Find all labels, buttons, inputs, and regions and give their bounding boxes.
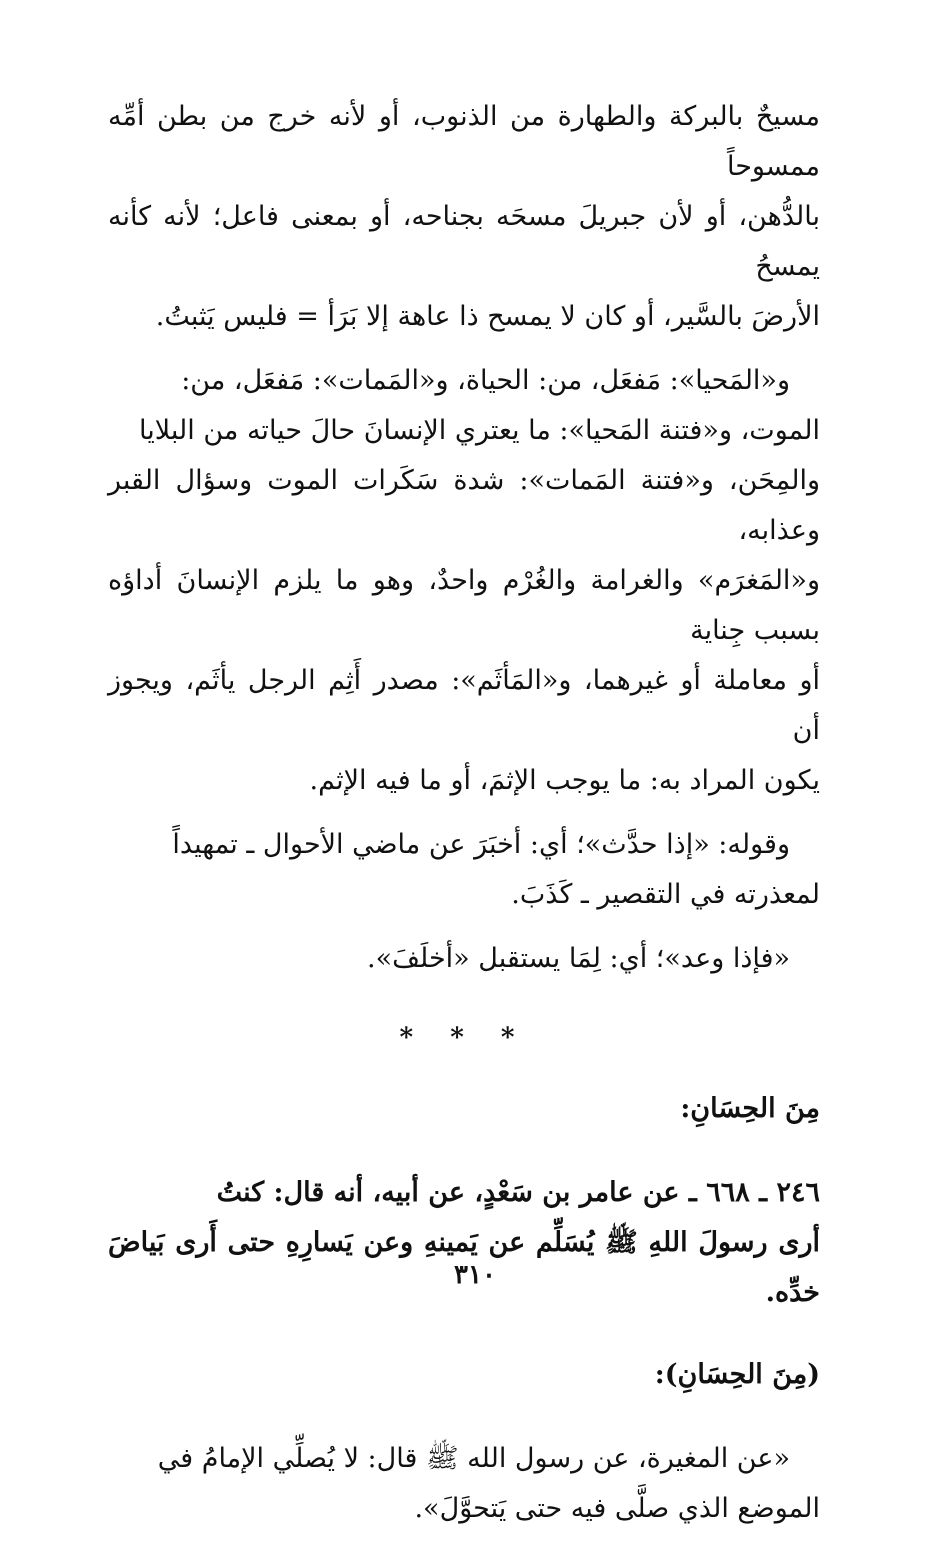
section-heading-secondary: (مِنَ الحِسَانِ):	[654, 1359, 820, 1390]
text-line: و«المَحيا»: مَفعَل، من: الحياة، و«المَمات»: مَفعَل، من:	[181, 365, 790, 396]
page-number: ٣١٠	[454, 1260, 496, 1290]
text-line: ٢٤٦ ـ ٦٦٨ ـ عن عامر بن سَعْدٍ، عن أبيه، أنه قال: كنتُ	[216, 1177, 820, 1208]
text-line: لمعذرته في التقصير ـ كَذَبَ.	[511, 879, 820, 910]
text-line: مسيحٌ بالبركة والطهارة من الذنوب، أو لأنه خرج من بطن أمِّه ممسوحاً	[108, 101, 820, 182]
text-line: بالدُّهن، أو لأن جبريلَ مسحَه بجناحه، أو بمعنى فاعل؛ لأنه كأنه يمسحُ	[108, 201, 820, 282]
section-heading: مِنَ الحِسَانِ:	[680, 1093, 820, 1124]
text-line: «عن المغيرة، عن رسول الله ﷺ قال: لا يُصلِّي الإمامُ في	[157, 1443, 790, 1474]
page-content	[108, 92, 820, 1548]
text-line: أو معاملة أو غيرهما، و«المَأثَم»: مصدر أَثِم الرجل يأثَم، ويجوز أن	[108, 665, 820, 746]
paragraph-4	[108, 934, 820, 984]
text-line: «فإذا وعد»؛ أي: لِمَا يستقبل «أخلَفَ».	[366, 943, 790, 974]
text-line: الموضع الذي صلَّى فيه حتى يَتحوَّلَ».	[414, 1493, 820, 1524]
text-line: و«المَغرَم» والغرامة والغُرْم واحدٌ، وهو ما يلزم الإنسانَ أداؤه بسبب جِناية	[108, 565, 820, 646]
text-line: والمِحَن، و«فتنة المَمات»: شدة سَكَرات الموت وسؤال القبر وعذابه،	[108, 465, 820, 546]
hadith-text	[108, 1168, 820, 1318]
paragraph-1	[108, 92, 820, 342]
text-line: أرى رسولَ اللهِ ﷺ يُسَلِّم عن يَمينهِ وعن يَسارِهِ حتى أَرى بَياضَ خدِّه.	[108, 1227, 820, 1308]
paragraph-3	[108, 820, 820, 920]
text-line: الأرضَ بالسَّير، أو كان لا يمسح ذا عاهة إلا بَرَأ = فليس يَثبتُ.	[155, 301, 820, 332]
paragraph-2	[108, 356, 820, 806]
text-line: يكون المراد به: ما يوجب الإثمَ، أو ما فيه الإثم.	[309, 765, 820, 796]
text-line: الموت، و«فتنة المَحيا»: ما يعتري الإنسانَ حالَ حياته من البلايا	[139, 415, 820, 446]
section-divider: * * *	[399, 1023, 529, 1053]
final-paragraph	[108, 1434, 820, 1534]
text-line: وقوله: «إذا حدَّث»؛ أي: أخبَرَ عن ماضي الأحوال ـ تمهيداً	[172, 829, 790, 860]
